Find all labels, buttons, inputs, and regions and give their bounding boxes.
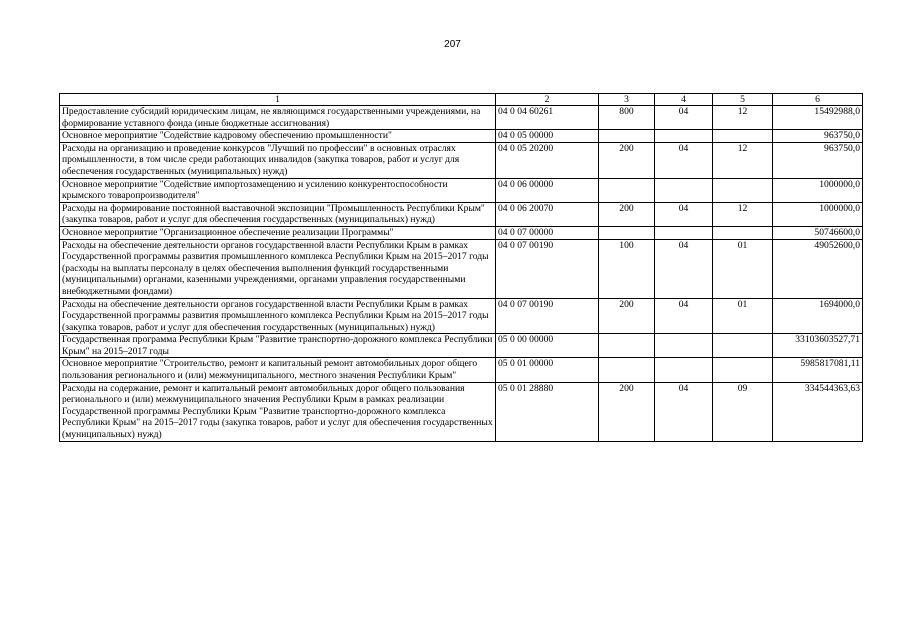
table-row (60, 358, 863, 382)
row-expense-type: 200 (599, 298, 655, 334)
table-row (60, 226, 863, 239)
row-subsection (713, 130, 773, 143)
row-expense-type (599, 130, 655, 143)
table-row (60, 382, 863, 441)
row-target-code: 05 0 01 00000 (496, 358, 599, 382)
table-row (60, 334, 863, 358)
row-subsection: 01 (713, 298, 773, 334)
row-section (655, 334, 713, 358)
header-cell: 6 (773, 94, 863, 106)
row-section (655, 226, 713, 239)
header-cell: 1 (60, 94, 496, 106)
row-section: 04 (655, 106, 713, 130)
row-subsection: 01 (713, 239, 773, 298)
row-section (655, 358, 713, 382)
row-target-code: 04 0 04 60261 (496, 106, 599, 130)
row-section: 04 (655, 239, 713, 298)
table-row (60, 178, 863, 202)
row-subsection (713, 334, 773, 358)
row-target-code: 04 0 07 00190 (496, 298, 599, 334)
row-amount: 5985817081,11 (773, 358, 863, 382)
row-amount: 33103603527,71 (773, 334, 863, 358)
row-expense-type (599, 358, 655, 382)
row-amount: 49052600,0 (773, 239, 863, 298)
row-target-code: 04 0 07 00190 (496, 239, 599, 298)
row-description: Расходы на формирование постоянной выставочной экспозиции "Промышленность Республики Крым" (закупка товаров, работ и услуг для обеспечения государственных (муниципальных) нужд) (60, 202, 496, 226)
row-expense-type (599, 226, 655, 239)
row-subsection: 12 (713, 142, 773, 178)
row-description: Основное мероприятие "Строительство, ремонт и капитальный ремонт автомобильных дорог общего пользования регионального и (или) межмуниципального, местного значения Республики Крым" (60, 358, 496, 382)
row-target-code: 04 0 07 00000 (496, 226, 599, 239)
row-description: Основное мероприятие "Содействие импортозамещению и усилению конкурентоспособности крымского товаропроизводителя" (60, 178, 496, 202)
row-expense-type (599, 334, 655, 358)
row-amount: 1000000,0 (773, 178, 863, 202)
table-row (60, 298, 863, 334)
row-target-code: 05 0 00 00000 (496, 334, 599, 358)
page-number: 207 (444, 39, 461, 50)
row-subsection: 12 (713, 202, 773, 226)
table-row (60, 239, 863, 298)
row-target-code: 04 0 06 20070 (496, 202, 599, 226)
row-subsection: 09 (713, 382, 773, 441)
row-subsection (713, 178, 773, 202)
row-amount: 334544363,63 (773, 382, 863, 441)
row-description: Предоставление субсидий юридическим лицам, не являющимся государственными учреждениями, на формирование уставного фонда (иные бюджетные ассигнования) (60, 106, 496, 130)
row-description: Расходы на содержание, ремонт и капитальный ремонт автомобильных дорог общего пользования регионального и (или) межмуниципального значения Республики Крым в рамках реализации Государственной программы Республики Крым "Развитие транспортно-дорожного комплекса Республики Крым" на 2015–2017 годы (закупка товаров, работ и услуг для обеспечения государственных (муниципальных) нужд) (60, 382, 496, 441)
row-section: 04 (655, 298, 713, 334)
row-target-code: 04 0 06 00000 (496, 178, 599, 202)
row-subsection (713, 226, 773, 239)
header-cell: 3 (599, 94, 655, 106)
table-header-row (60, 94, 863, 106)
row-expense-type (599, 178, 655, 202)
row-amount: 50746600,0 (773, 226, 863, 239)
row-description: Расходы на организацию и проведение конкурсов "Лучший по профессии" в основных отраслях промышленности, в том числе среди работающих инвалидов (закупка товаров, работ и услуг для обеспечения государственных (муниципальных) нужд) (60, 142, 496, 178)
row-amount: 15492988,0 (773, 106, 863, 130)
row-section: 04 (655, 142, 713, 178)
row-expense-type: 200 (599, 382, 655, 441)
row-subsection: 12 (713, 106, 773, 130)
row-section: 04 (655, 382, 713, 441)
row-expense-type: 100 (599, 239, 655, 298)
row-description: Основное мероприятие "Организационное обеспечение реализации Программы" (60, 226, 496, 239)
header-cell: 4 (655, 94, 713, 106)
row-target-code: 04 0 05 00000 (496, 130, 599, 143)
row-amount: 963750,0 (773, 142, 863, 178)
row-description: Государственная программа Республики Крым "Развитие транспортно-дорожного комплекса Республики Крым" на 2015–2017 годы (60, 334, 496, 358)
row-target-code: 05 0 01 28880 (496, 382, 599, 441)
table-row (60, 202, 863, 226)
row-target-code: 04 0 05 20200 (496, 142, 599, 178)
row-amount: 963750,0 (773, 130, 863, 143)
row-expense-type: 200 (599, 142, 655, 178)
row-expense-type: 800 (599, 106, 655, 130)
row-amount: 1694000,0 (773, 298, 863, 334)
row-description: Основное мероприятие "Содействие кадровому обеспечению промышленности" (60, 130, 496, 143)
table-row (60, 130, 863, 143)
row-description: Расходы на обеспечение деятельности органов государственной власти Республики Крым в рамках Государственной программы развития промышленного комплекса Республики Крым на 2015–2017 годы (закупка товаров, работ и услуг для обеспечения государственных (муниципальных) нужд) (60, 298, 496, 334)
row-amount: 1000000,0 (773, 202, 863, 226)
row-expense-type: 200 (599, 202, 655, 226)
row-section: 04 (655, 202, 713, 226)
table-row (60, 106, 863, 130)
row-subsection (713, 358, 773, 382)
header-cell: 5 (713, 94, 773, 106)
header-cell: 2 (496, 94, 599, 106)
budget-table (59, 93, 863, 442)
row-description: Расходы на обеспечение деятельности органов государственной власти Республики Крым в рамках Государственной программы развития промышленного комплекса Республики Крым на 2015–2017 годы (расходы на выплаты персоналу в целях обеспечения выполнения функций государственными (муниципальными) органами, казенными учреждениями, органами управления государственными внебюджетными фондами) (60, 239, 496, 298)
row-section (655, 130, 713, 143)
row-section (655, 178, 713, 202)
table-row (60, 142, 863, 178)
